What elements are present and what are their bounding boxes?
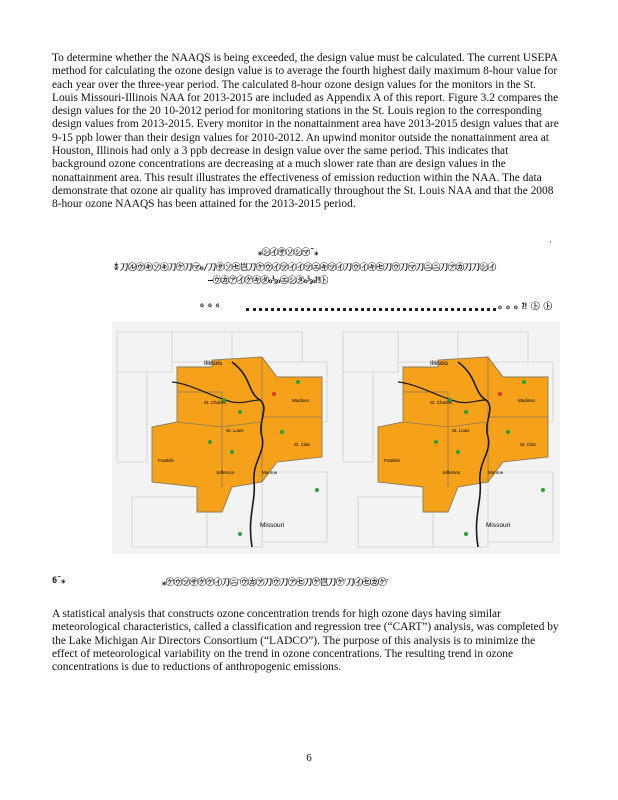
left-map-label-st-clair: St. Clair xyxy=(294,442,311,447)
figure-map-panel xyxy=(112,322,560,554)
figure-dotted-leader xyxy=(246,308,496,311)
page-number: 6 xyxy=(306,752,312,764)
figure-caption-number: 6¯⁎ xyxy=(52,576,65,586)
figure-subtitle-line2: –㋒㋕㋐㋑㋘㋖㋟ℴ⅓ℴ㋓㋛㋟ℴ⅓ℴ⁈㋣ xyxy=(208,276,328,286)
figure-caption: ⁎㋘㋒㋡㋚㋘㋘㋑刀㋥ˋ㋒㋕㋐刀㋒刀㋐㋝刀㋘岂刀㋘ˋ刀㋑㋝㋕㋘ˋ xyxy=(162,578,389,588)
right-map-label-monroe: Monroe xyxy=(488,470,504,475)
right-map-label-st-clair: St. Clair xyxy=(520,442,537,447)
figure-subtitle-line1: ⁑刀㋸㋒㋖㋞㋖刀㋘刀㋮ℴ/刀㋚㋞㋝岂刀㋘㋒㋑㋡㋑㋑㋡㋓㋖㋡㋑刀㋒㋑㋖㋝刀㋒刀㋮刀㋥㋥刀㋐㋕刀刀㋛㋑ xyxy=(112,263,496,273)
dual-map-svg xyxy=(112,322,560,554)
left-map-label-st-charles: St. Charles xyxy=(204,400,227,405)
body-paragraph-1: To determine whether the NAAQS is being exceeded, the design value must be calculated. The current USEPA method for calculating the ozone design value is to average the fourth highest daily maximum 8-hour value for each year over the three-year period. The calculated 8-hour ozone design values for the monitors in the St. Louis Missouri-Illinois NAA for 2013-2015 are included as Appendix A of this report. Figure 3.2 compares the design values for the 20 10-2012 period for monitoring stations in the St. Louis region to the corresponding design values from 2013-2015. Every monitor in the nonattainment area have 2013-2015 design values that are 9-15 ppb lower than their design values for 2010-2012. An upwind monitor outside the nonattainment area at Houston, Illinois had only a 3 ppb decrease in design value over the same period. This indicates that background ozone concentrations are decreasing at a much slower rate than are design values in the nonattainment area. This result illustrates the effectiveness of emission reduction within the NAA. The data demonstrate that ozone air quality has improved dramatically throughout the St. Louis NAA and that the 2008 8-hour ozone NAAQS has been attained for the 2013-2015 period. xyxy=(52,52,559,211)
left-map-label-st-louis: St. Louis xyxy=(226,428,244,433)
right-map-label-madison: Madison xyxy=(518,398,536,403)
right-map-label-illinois: Illinois xyxy=(430,360,449,367)
figure-axis-left-label: ℴ ℴ ℴ xyxy=(200,300,220,310)
left-map-label-illinois: Illinois xyxy=(204,360,223,367)
right-map-label-missouri: Missouri xyxy=(486,522,511,529)
right-map-label-franklin: Franklin xyxy=(384,458,401,463)
left-map-label-franklin: Franklin xyxy=(158,458,175,463)
decorative-tick: ˋ xyxy=(549,240,552,250)
right-map-label-st-louis: St. Louis xyxy=(452,428,470,433)
right-map-label-jefferson: Jefferson xyxy=(442,470,461,475)
left-map-label-jefferson: Jefferson xyxy=(216,470,235,475)
right-map xyxy=(343,332,553,547)
body-paragraph-2: A statistical analysis that constructs ozone concentration trends for high ozone days having similar meteorological characteristics, called a classification and regression tree (“CART”) analysis, was completed by the Lake Michigan Air Directors Consortium (“LADCO”). The purpose of this analysis is to minimize the effect of meteorological variability on the trend in ozone concentrations. The resulting trend in ozone concentrations is due to reductions of anthropogenic emissions. xyxy=(52,608,559,674)
figure-title: ⁎㋛㋑㋚㋞㋛㋮¯⁎ xyxy=(258,248,318,258)
left-map-label-madison: Madison xyxy=(292,398,310,403)
right-map-label-st-charles: St. Charles xyxy=(430,400,453,405)
left-map-label-missouri: Missouri xyxy=(260,522,285,529)
left-map-label-monroe: Monroe xyxy=(262,470,278,475)
figure-axis-right-label: ℴ ℴ ℴ ⁈ ㋣ ㋣ xyxy=(498,302,552,312)
left-map xyxy=(117,332,327,547)
